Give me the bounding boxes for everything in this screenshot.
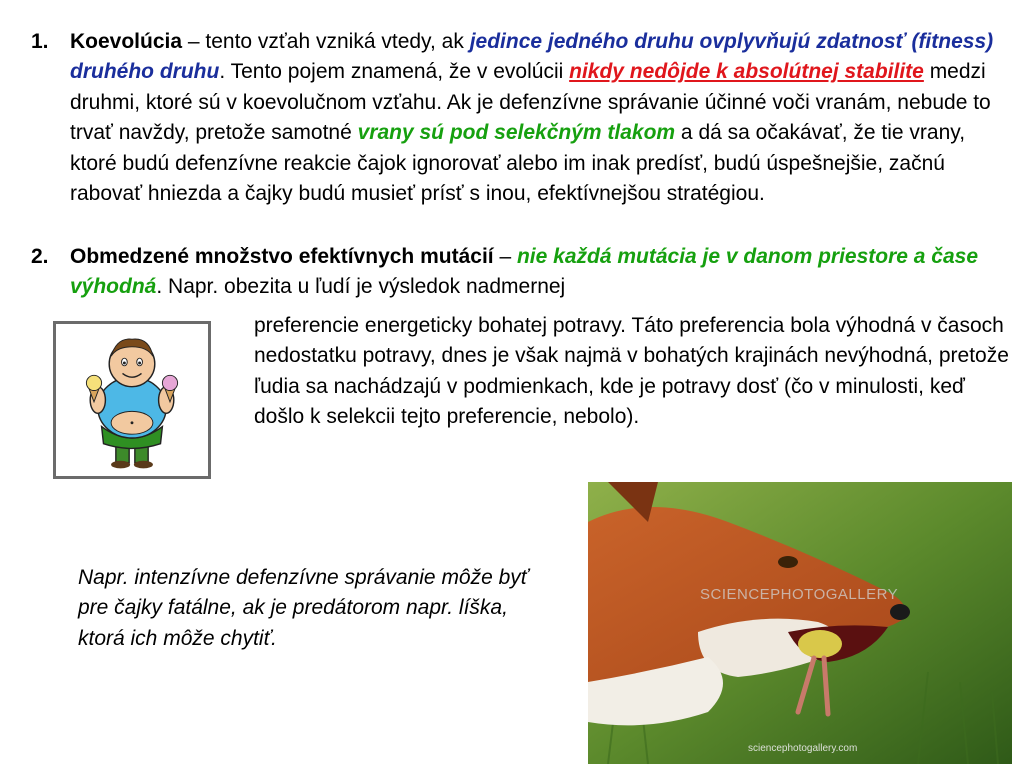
emphasis-selection-pressure: vrany sú pod selekčným tlakom	[357, 121, 676, 145]
text-segment: –	[493, 245, 517, 268]
emphasis-fitness: jedince jedného druhu ovplyvňujú zdatnosť (fitness) druhého druhu	[70, 30, 994, 84]
obesity-paragraph-continuation: preferencie energeticky bohatej potravy. Táto preferencia bola výhodná v časoch nedostatku potravy, dnes je však najmä v bohatých krajinách nevýhodná, pretože ľudia sa nachádzajú v podmienkach, kde je potravy dosť (čo v minulosti, keď došlo k selekcii tejto preferencie, nebolo).	[254, 314, 1009, 429]
term-mutacie: Obmedzené množstvo efektívnych mutácií	[70, 245, 494, 268]
text-segment: . Napr. obezita u ľudí je výsledok nadmernej	[156, 275, 566, 299]
photo-watermark: SCIENCEPHOTOGALLERY	[700, 586, 899, 603]
list-number: 2.	[31, 245, 49, 268]
text-segment: – tento vzťah vzniká vtedy, ak	[182, 30, 470, 53]
list-number: 1.	[31, 30, 49, 53]
emphasis-not-every-mutation: nie každá mutácia je v danom priestore a čase výhodná	[70, 245, 979, 299]
fox-predator-note: Napr. intenzívne defenzívne správanie môže byť pre čajky fatálne, ak je predátorom napr. líška, ktorá ich môže chytiť.	[78, 566, 529, 650]
overweight-man-with-ice-cream-icon	[53, 321, 211, 479]
fox-eating-chick-photo	[588, 482, 1012, 764]
koevolucia-paragraph	[70, 27, 1008, 209]
mutacie-paragraph	[70, 242, 1008, 303]
text-segment: . Tento pojem znamená, že v evolúcii	[219, 60, 570, 84]
text-segment: a dá sa očakávať, že tie vrany, ktoré budú defenzívne reakcie čajok ignorovať alebo im inak predísť, budú úspešnejšie, začnú rabovať hniezda a čajky budú musieť prísť s inou, efektívnejšou stratégiou.	[70, 121, 966, 206]
emphasis-no-stability: nikdy nedôjde k absolútnej stabilite	[569, 60, 924, 84]
photo-credit: sciencephotogallery.com	[748, 743, 858, 754]
text-segment: medzi druhmi, ktoré sú v koevolučnom vzťahu. Ak je defenzívne správanie účinné voči vranám, nebude to trvať navždy, pretože samotné	[70, 60, 991, 145]
term-koevolucia: Koevolúcia	[70, 30, 183, 53]
